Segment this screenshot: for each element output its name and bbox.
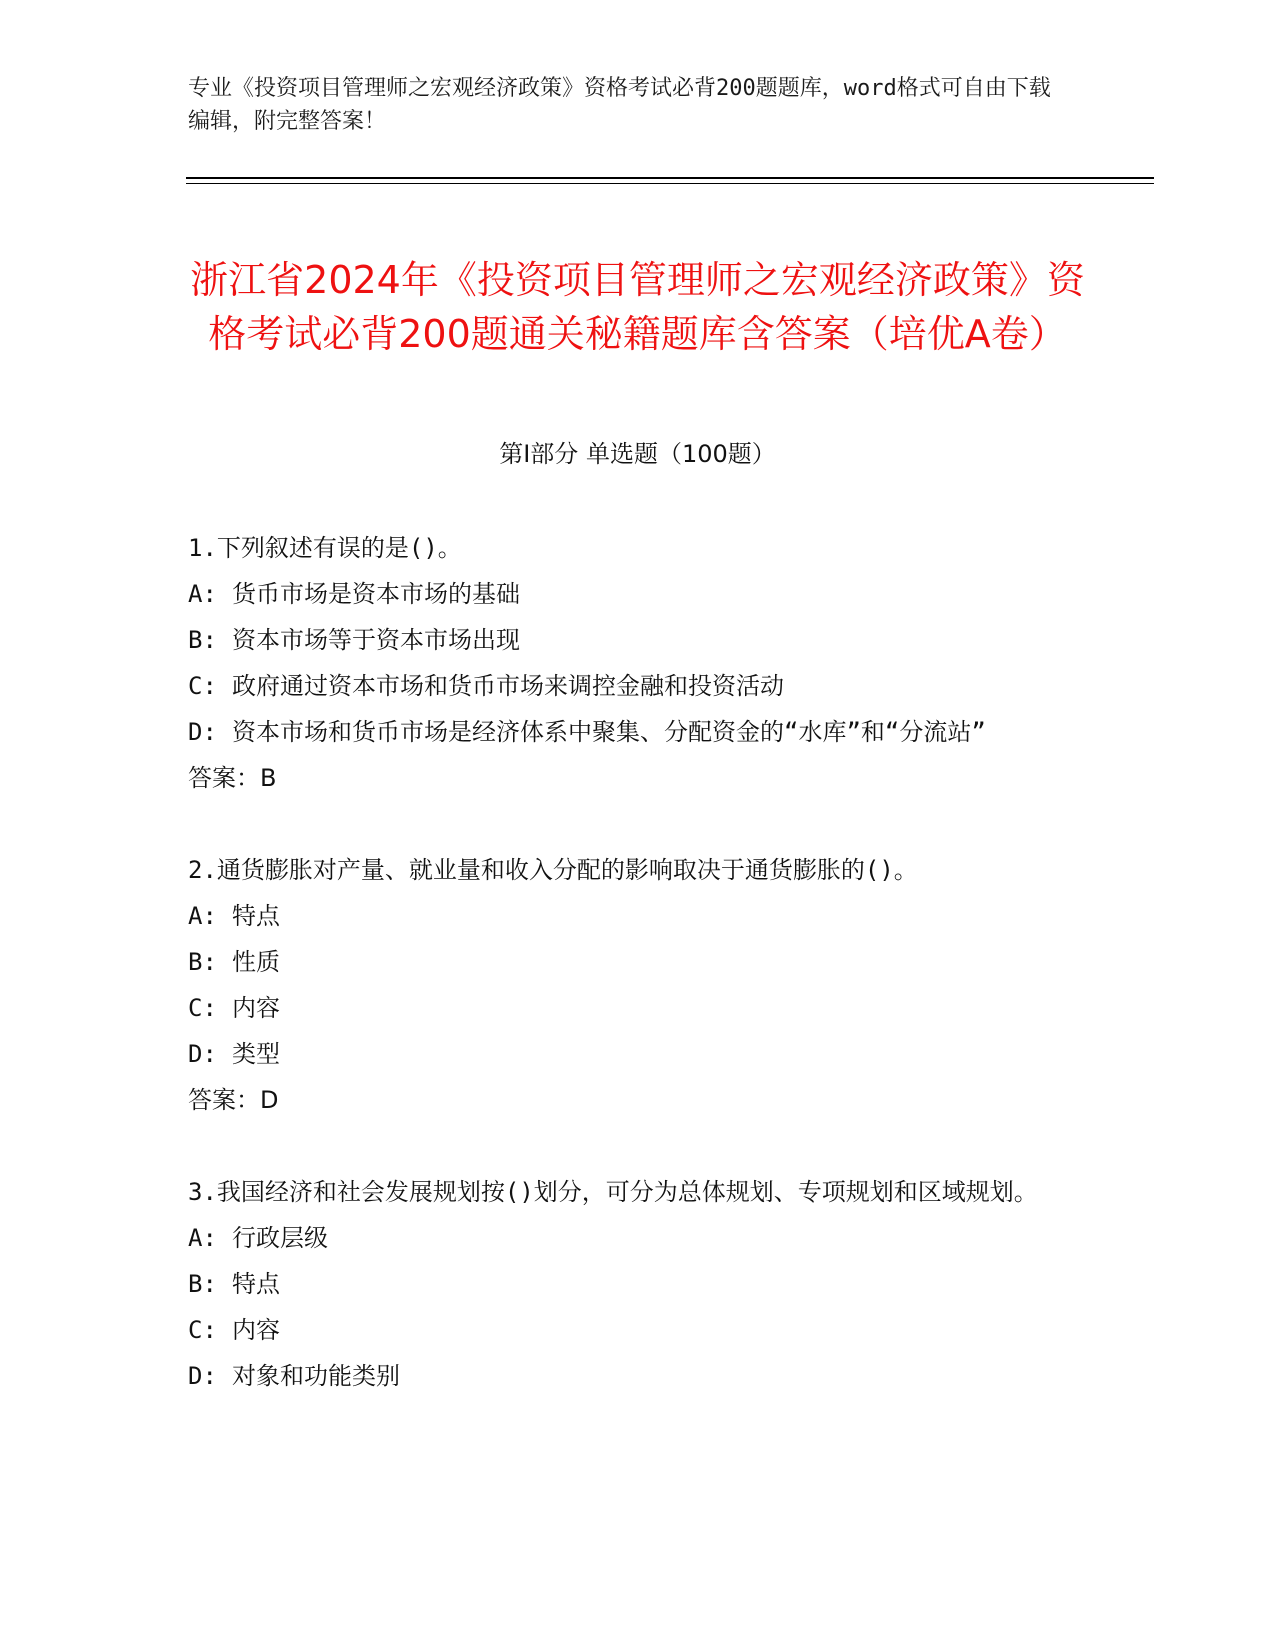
question-stem: 3.我国经济和社会发展规划按()划分，可分为总体规划、专项规划和区域规划。 — [188, 1178, 1038, 1206]
option-key: B: — [188, 626, 217, 654]
section-heading: 第I部分 单选题（100题） — [499, 440, 776, 468]
answer-line: 答案：B — [188, 764, 277, 792]
question-stem: 1.下列叙述有误的是()。 — [188, 534, 462, 562]
option-c — [188, 985, 1078, 1031]
option-text: 特点 — [232, 902, 280, 930]
option-text: 资本市场和货币市场是经济体系中聚集、分配资金的“水库”和“分流站” — [232, 718, 986, 746]
option-d — [188, 709, 1078, 755]
option-key: C: — [188, 994, 217, 1022]
option-key: A: — [188, 580, 217, 608]
option-text: 行政层级 — [232, 1224, 328, 1252]
option-text: 对象和功能类别 — [232, 1362, 400, 1390]
option-b — [188, 1261, 1078, 1307]
option-a — [188, 571, 1078, 617]
option-text: 资本市场等于资本市场出现 — [232, 626, 520, 654]
option-b — [188, 617, 1078, 663]
option-d — [188, 1353, 1078, 1399]
option-a — [188, 1215, 1078, 1261]
question-3 — [188, 1169, 1078, 1399]
header-divider-thick — [186, 177, 1154, 179]
answer-line: 答案：D — [188, 1086, 279, 1114]
option-text: 内容 — [232, 994, 280, 1022]
question-2 — [188, 847, 1078, 1123]
option-b — [188, 939, 1078, 985]
option-key: A: — [188, 902, 217, 930]
option-key: B: — [188, 948, 217, 976]
option-text: 货币市场是资本市场的基础 — [232, 580, 520, 608]
question-1 — [188, 525, 1078, 801]
question-list — [188, 525, 1078, 1445]
option-c — [188, 1307, 1078, 1353]
document-title: 浙江省2024年《投资项目管理师之宏观经济政策》资格考试必背200题通关秘籍题库含答案（培优A卷） — [190, 258, 1085, 357]
option-c — [188, 663, 1078, 709]
header-divider-thin — [186, 183, 1154, 184]
option-d — [188, 1031, 1078, 1077]
option-key: C: — [188, 1316, 217, 1344]
option-text: 类型 — [232, 1040, 280, 1068]
header-note: 专业《投资项目管理师之宏观经济政策》资格考试必背200题题库，word格式可自由下载编辑，附完整答案！ — [188, 76, 1051, 134]
option-text: 性质 — [232, 948, 280, 976]
option-text: 政府通过资本市场和货币市场来调控金融和投资活动 — [232, 672, 784, 700]
option-key: D: — [188, 1040, 217, 1068]
option-key: A: — [188, 1224, 217, 1252]
option-text: 特点 — [232, 1270, 280, 1298]
option-key: D: — [188, 718, 217, 746]
option-key: B: — [188, 1270, 217, 1298]
question-stem: 2.通货膨胀对产量、就业量和收入分配的影响取决于通货膨胀的()。 — [188, 856, 918, 884]
option-key: C: — [188, 672, 217, 700]
option-a — [188, 893, 1078, 939]
option-key: D: — [188, 1362, 217, 1390]
option-text: 内容 — [232, 1316, 280, 1344]
